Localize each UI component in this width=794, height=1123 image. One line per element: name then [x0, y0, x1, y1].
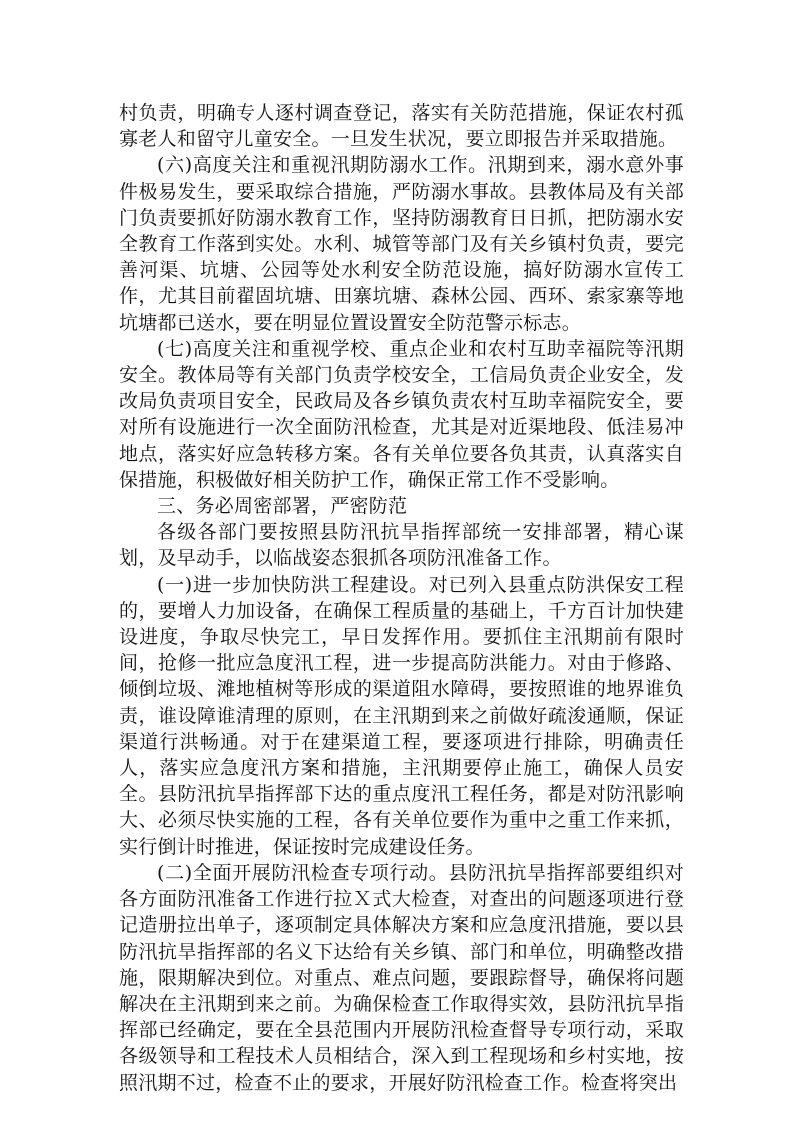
paragraph-continued: 村负责，明确专人逐村调查登记，落实有关防范措施，保证农村孤寡老人和留守儿童安全。一旦发生状况，要立即报告并采取措施。 — [119, 102, 684, 151]
paragraph-section-intro: 各级各部门要按照县防汛抗旱指挥部统一安排部署，精心谋划，及早动手，以临战姿态狠抓各项防汛准备工作。 — [119, 521, 684, 570]
paragraph-drowning-prevention: (六)高度关注和重视汛期防溺水工作。汛期到来，溺水意外事件极易发生，要采取综合措施，严防溺水事故。县教体局及有关部门负责要抓好防溺水教育工作，坚持防溺教育日日抓，把防溺水安全教育工作落到实处。水利、城管等部门及有关乡镇村负责，要完善河渠、坑塘、公园等处水利安全防范设施，搞好防溺水宣传工作，尤其目前翟固坑塘、田寨坑塘、森林公园、西环、索家寨等地坑塘都已送水，要在明显位置设置安全防范警示标志。 — [119, 154, 684, 334]
paragraph-school-enterprise-safety: (七)高度关注和重视学校、重点企业和农村互助幸福院等汛期安全。教体局等有关部门负责学校安全，工信局负责企业安全，发改局负责项目安全，民政局及各乡镇负责农村互助幸福院安全，要对所有设施进行一次全面防汛检查，尤其是对近渠地段、低洼易冲地点，落实好应急转移方案。各有关单位要各负其责，认真落实自保措施，积极做好相关防护工作，确保正常工作不受影响。 — [119, 337, 684, 491]
paragraph-inspection-action: (二)全面开展防汛检查专项行动。县防汛抗旱指挥部要组织对各方面防汛准备工作进行拉Ｘ式大检查，对查出的问题逐项进行登记造册拉出单子，逐项制定具体解决方案和应急度汛措施，要以县防汛抗旱指挥部的名义下达给有关乡镇、部门和单位，明确整改措施，限期解决到位。对重点、难点问题，要跟踪督导，确保将问题解决在主汛期到来之前。为确保检查工作取得实效，县防汛抗旱指挥部已经确定，要在全县范围内开展防汛检查督导专项行动，采取各级领导和工程技术人员相结合，深入到工程现场和乡村实地，按照汛期不过，检查不止的要求，开展好防汛检查工作。检查将突出 — [119, 861, 684, 1094]
document-body — [119, 100, 684, 1096]
section-heading-3: 三、务必周密部署，严密防范 — [157, 495, 408, 518]
paragraph-flood-works: (一)进一步加快防洪工程建设。对已列入县重点防洪保安工程的，要增人力加设备，在确保工程质量的基础上，千方百计加快建设进度，争取尽快完工，早日发挥作用。要抓住主汛期前有限时间，抢修一批应急度汛工程，进一步提高防洪能力。对由于修路、倾倒垃圾、滩地植树等形成的渠道阻水障碍，要按照谁的地界谁负责，谁设障谁清理的原则，在主汛期到来之前做好疏浚通顺，保证渠道行洪畅通。对于在建渠道工程，要逐项进行排除，明确责任人，落实应急度汛方案和措施，主汛期要停止施工，确保人员安全。县防汛抗旱指挥部下达的重点度汛工程任务，都是对防汛影响大、必须尽快实施的工程，各有关单位要作为重中之重工作来抓，实行倒计时推进，保证按时完成建设任务。 — [119, 573, 684, 858]
